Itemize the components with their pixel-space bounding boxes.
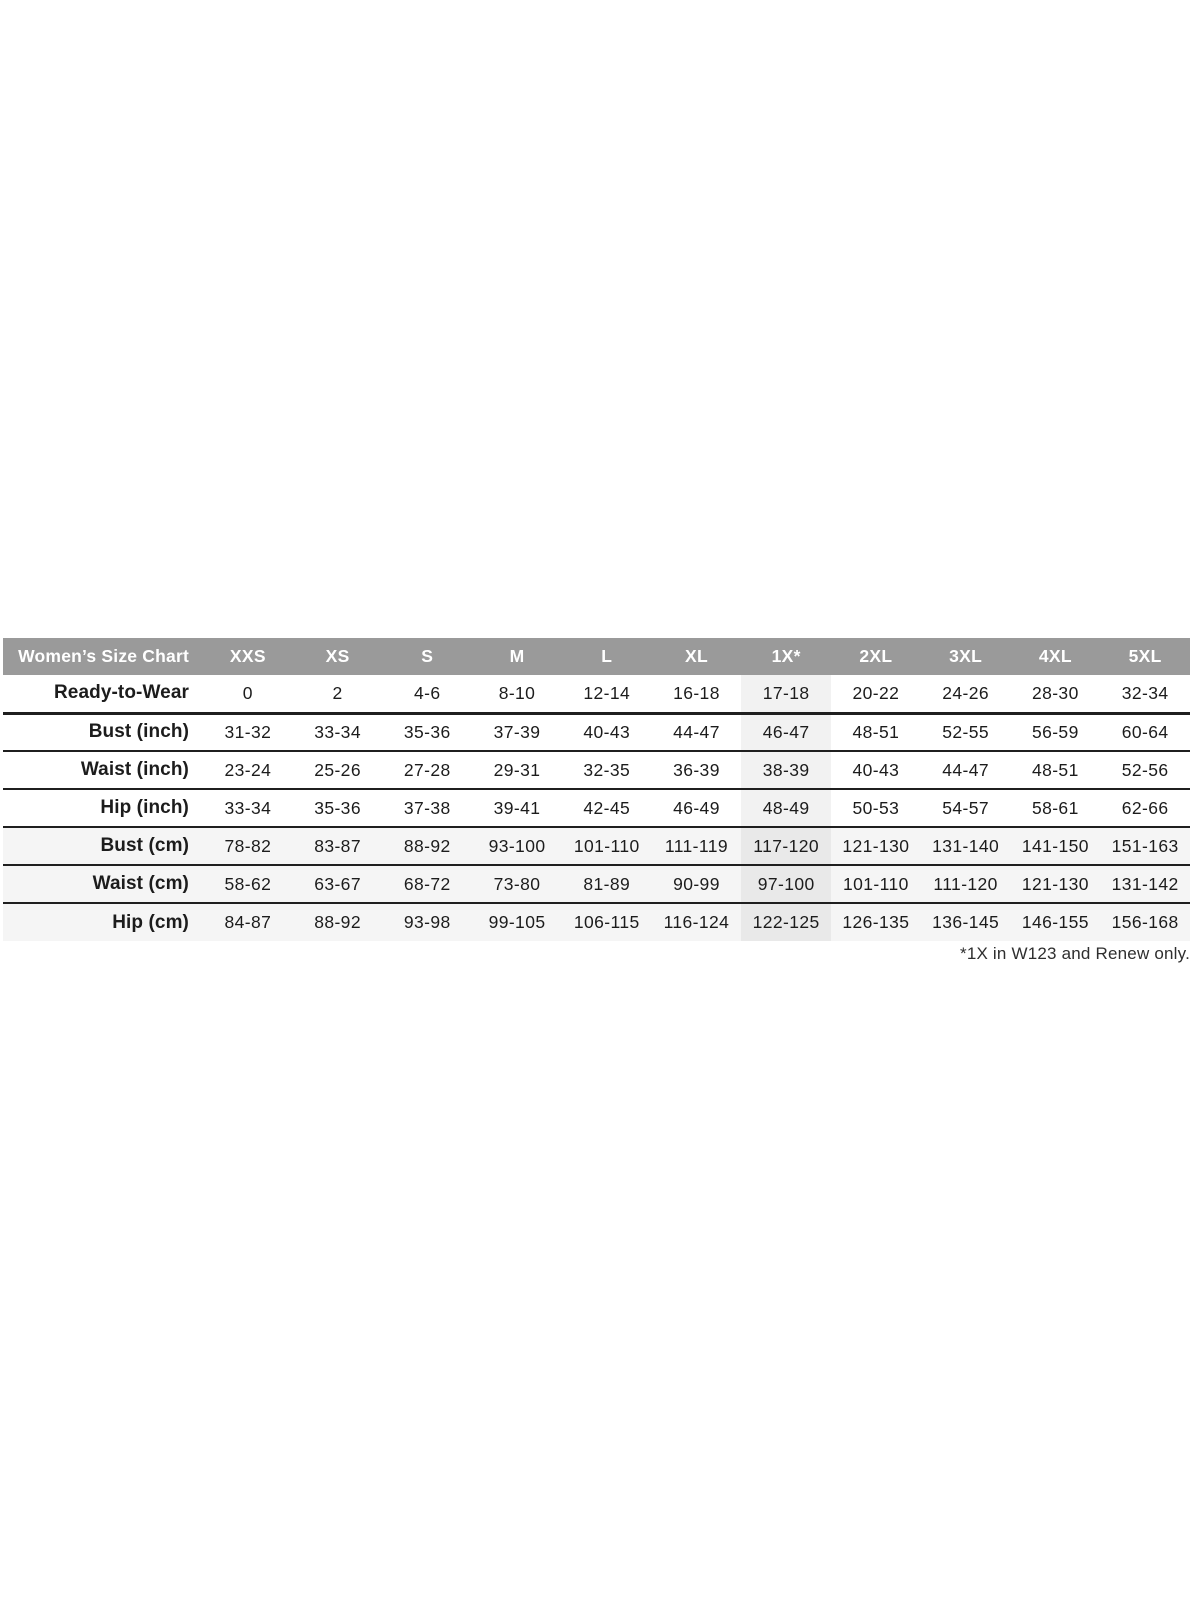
column-header-5xl: 5XL <box>1100 638 1190 675</box>
size-cell: 31-32 <box>203 713 293 751</box>
table-row <box>3 713 1190 751</box>
size-cell: 111-119 <box>652 827 742 865</box>
size-cell: 136-145 <box>921 903 1011 941</box>
size-cell: 121-130 <box>831 827 921 865</box>
column-header-3xl: 3XL <box>921 638 1011 675</box>
column-header-s: S <box>382 638 472 675</box>
size-cell: 4-6 <box>382 675 472 713</box>
column-header-2xl: 2XL <box>831 638 921 675</box>
size-chart <box>3 638 1190 963</box>
size-cell: 88-92 <box>382 827 472 865</box>
size-cell: 78-82 <box>203 827 293 865</box>
column-header-xs: XS <box>293 638 383 675</box>
size-cell: 111-120 <box>921 865 1011 903</box>
size-cell: 83-87 <box>293 827 383 865</box>
size-cell: 39-41 <box>472 789 562 827</box>
size-cell: 40-43 <box>831 751 921 789</box>
size-cell: 52-56 <box>1100 751 1190 789</box>
column-header-4xl: 4XL <box>1010 638 1100 675</box>
size-cell: 35-36 <box>382 713 472 751</box>
table-row <box>3 865 1190 903</box>
size-cell: 44-47 <box>652 713 742 751</box>
size-cell: 46-47 <box>741 713 831 751</box>
table-title: Women’s Size Chart <box>3 638 203 675</box>
size-cell: 42-45 <box>562 789 652 827</box>
size-cell: 12-14 <box>562 675 652 713</box>
size-cell: 68-72 <box>382 865 472 903</box>
row-label: Waist (cm) <box>3 865 203 903</box>
size-cell: 28-30 <box>1010 675 1100 713</box>
size-cell: 116-124 <box>652 903 742 941</box>
size-cell: 156-168 <box>1100 903 1190 941</box>
size-cell: 90-99 <box>652 865 742 903</box>
size-cell: 60-64 <box>1100 713 1190 751</box>
size-cell: 88-92 <box>293 903 383 941</box>
size-cell: 2 <box>293 675 383 713</box>
size-cell: 38-39 <box>741 751 831 789</box>
size-cell: 101-110 <box>831 865 921 903</box>
size-cell: 126-135 <box>831 903 921 941</box>
size-cell: 146-155 <box>1010 903 1100 941</box>
size-cell: 32-35 <box>562 751 652 789</box>
size-cell: 131-140 <box>921 827 1011 865</box>
table-row <box>3 827 1190 865</box>
size-cell: 58-62 <box>203 865 293 903</box>
size-cell: 101-110 <box>562 827 652 865</box>
size-cell: 0 <box>203 675 293 713</box>
size-cell: 84-87 <box>203 903 293 941</box>
size-cell: 58-61 <box>1010 789 1100 827</box>
size-cell: 16-18 <box>652 675 742 713</box>
size-chart-body <box>3 675 1190 941</box>
row-label: Hip (inch) <box>3 789 203 827</box>
size-cell: 44-47 <box>921 751 1011 789</box>
size-cell: 151-163 <box>1100 827 1190 865</box>
size-cell: 62-66 <box>1100 789 1190 827</box>
size-cell: 17-18 <box>741 675 831 713</box>
size-cell: 131-142 <box>1100 865 1190 903</box>
table-row <box>3 789 1190 827</box>
size-cell: 20-22 <box>831 675 921 713</box>
size-cell: 36-39 <box>652 751 742 789</box>
table-row <box>3 903 1190 941</box>
size-cell: 29-31 <box>472 751 562 789</box>
size-cell: 33-34 <box>203 789 293 827</box>
size-cell: 73-80 <box>472 865 562 903</box>
column-header-1x: 1X* <box>741 638 831 675</box>
size-cell: 56-59 <box>1010 713 1100 751</box>
size-cell: 141-150 <box>1010 827 1100 865</box>
size-cell: 93-100 <box>472 827 562 865</box>
size-cell: 24-26 <box>921 675 1011 713</box>
table-row <box>3 751 1190 789</box>
column-header-xl: XL <box>652 638 742 675</box>
row-label: Bust (inch) <box>3 713 203 751</box>
row-label: Bust (cm) <box>3 827 203 865</box>
size-cell: 93-98 <box>382 903 472 941</box>
size-chart-table <box>3 638 1190 941</box>
size-cell: 46-49 <box>652 789 742 827</box>
size-cell: 8-10 <box>472 675 562 713</box>
size-cell: 54-57 <box>921 789 1011 827</box>
size-cell: 37-39 <box>472 713 562 751</box>
size-cell: 48-51 <box>1010 751 1100 789</box>
size-cell: 33-34 <box>293 713 383 751</box>
size-cell: 63-67 <box>293 865 383 903</box>
header-row <box>3 638 1190 675</box>
size-cell: 106-115 <box>562 903 652 941</box>
row-label: Ready-to-Wear <box>3 675 203 713</box>
size-cell: 122-125 <box>741 903 831 941</box>
size-cell: 121-130 <box>1010 865 1100 903</box>
table-row <box>3 675 1190 713</box>
size-cell: 35-36 <box>293 789 383 827</box>
size-cell: 81-89 <box>562 865 652 903</box>
size-cell: 99-105 <box>472 903 562 941</box>
size-cell: 48-49 <box>741 789 831 827</box>
footnote: *1X in W123 and Renew only. <box>960 944 1190 963</box>
column-header-l: L <box>562 638 652 675</box>
size-cell: 37-38 <box>382 789 472 827</box>
column-header-xxs: XXS <box>203 638 293 675</box>
size-cell: 25-26 <box>293 751 383 789</box>
size-cell: 32-34 <box>1100 675 1190 713</box>
column-header-m: M <box>472 638 562 675</box>
size-cell: 50-53 <box>831 789 921 827</box>
size-cell: 40-43 <box>562 713 652 751</box>
size-cell: 117-120 <box>741 827 831 865</box>
size-cell: 52-55 <box>921 713 1011 751</box>
size-cell: 23-24 <box>203 751 293 789</box>
size-cell: 48-51 <box>831 713 921 751</box>
size-cell: 27-28 <box>382 751 472 789</box>
row-label: Waist (inch) <box>3 751 203 789</box>
size-chart-header <box>3 638 1190 675</box>
size-cell: 97-100 <box>741 865 831 903</box>
row-label: Hip (cm) <box>3 903 203 941</box>
